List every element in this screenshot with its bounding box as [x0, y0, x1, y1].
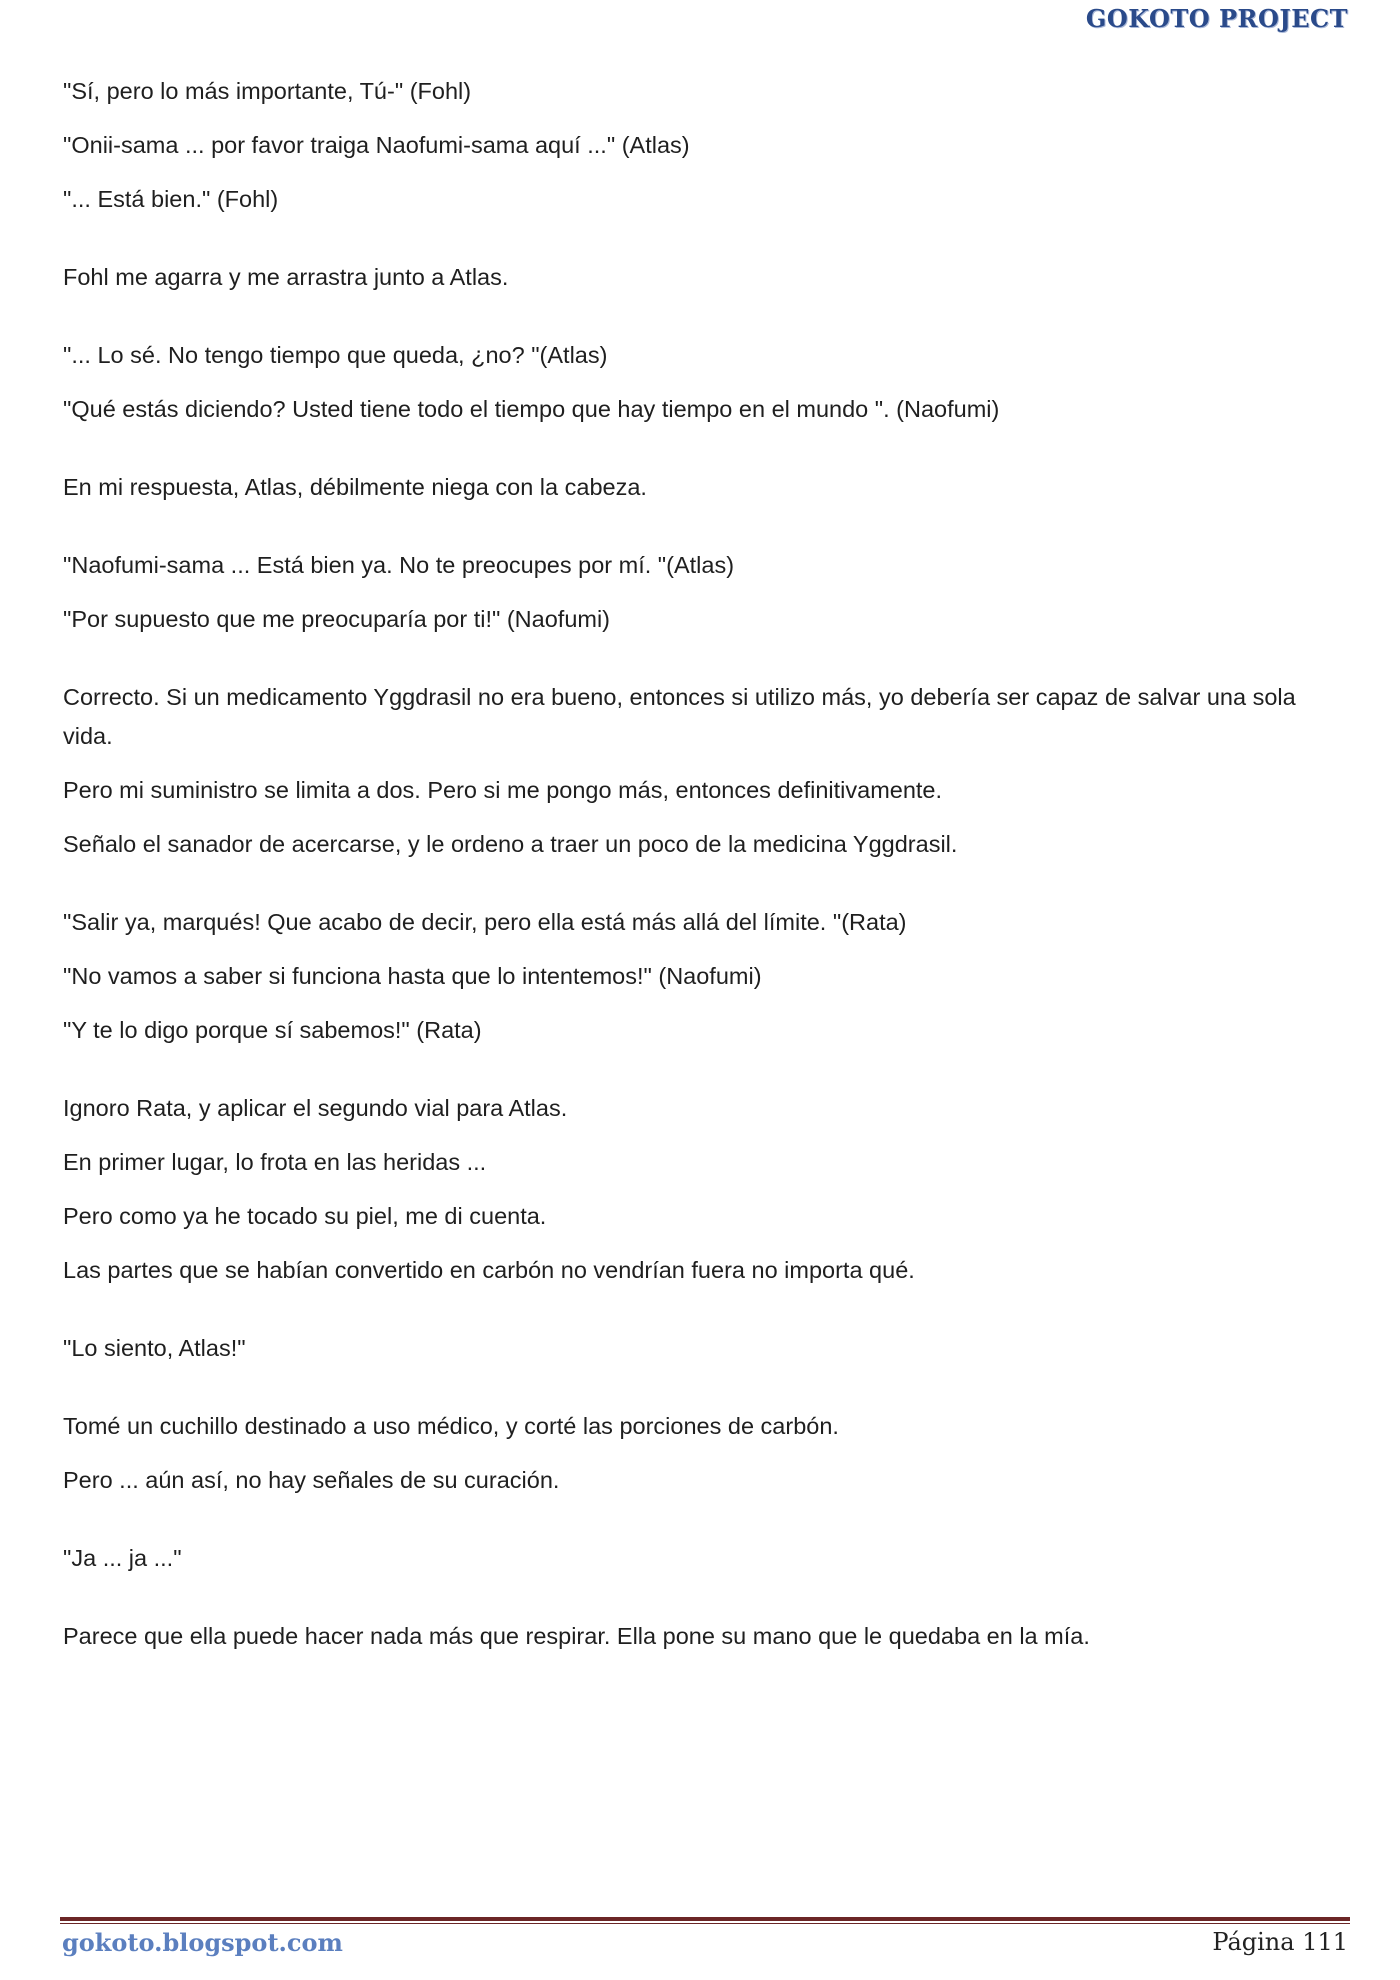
page-number: Página 111	[1212, 1928, 1348, 1956]
paragraph: Parece que ella puede hacer nada más que respirar. Ella pone su mano que le quedaba en la mía.	[63, 1623, 1090, 1649]
paragraph: Tomé un cuchillo destinado a uso médico, y corté las porciones de carbón.	[63, 1413, 839, 1439]
footer-divider	[60, 1917, 1350, 1924]
paragraph: "Salir ya, marqués! Que acabo de decir, pero ella está más allá del límite. "(Rata)	[63, 909, 907, 935]
paragraph: Pero como ya he tocado su piel, me di cuenta.	[63, 1203, 547, 1229]
paragraph: Señalo el sanador de acercarse, y le ordeno a traer un poco de la medicina Yggdrasil.	[63, 831, 958, 857]
paragraph: "Lo siento, Atlas!"	[63, 1335, 246, 1361]
paragraph: "Onii-sama ... por favor traiga Naofumi-sama aquí ..." (Atlas)	[63, 132, 690, 158]
paragraph: "Sí, pero lo más importante, Tú-" (Fohl)	[63, 78, 472, 104]
paragraph: Pero ... aún así, no hay señales de su curación.	[63, 1467, 560, 1493]
paragraph: "... Lo sé. No tengo tiempo que queda, ¿no? "(Atlas)	[63, 342, 608, 368]
paragraph: "... Está bien." (Fohl)	[63, 186, 279, 212]
paragraph: Ignoro Rata, y aplicar el segundo vial para Atlas.	[63, 1095, 568, 1121]
paragraph: Correcto. Si un medicamento Yggdrasil no era bueno, entonces si utilizo más, yo debería ser capaz de salvar una sola vida.	[63, 684, 1296, 749]
footer-divider-thick	[60, 1917, 1350, 1921]
paragraph: Pero mi suministro se limita a dos. Pero si me pongo más, entonces definitivamente.	[63, 777, 943, 803]
paragraph: "No vamos a saber si funciona hasta que lo intentemos!" (Naofumi)	[63, 963, 762, 989]
paragraph: En primer lugar, lo frota en las heridas ...	[63, 1149, 487, 1175]
footer-site-link[interactable]: gokoto.blogspot.com	[62, 1928, 343, 1957]
paragraph: "Y te lo digo porque sí sabemos!" (Rata)	[63, 1017, 482, 1043]
paragraph: Las partes que se habían convertido en carbón no vendrían fuera no importa qué.	[63, 1257, 915, 1283]
paragraph: En mi respuesta, Atlas, débilmente niega con la cabeza.	[63, 474, 647, 500]
paragraph: "Qué estás diciendo? Usted tiene todo el tiempo que hay tiempo en el mundo ". (Naofumi)	[63, 396, 1000, 422]
footer-divider-thin	[60, 1923, 1350, 1924]
paragraph: "Ja ... ja ..."	[63, 1545, 182, 1571]
paragraph: "Por supuesto que me preocuparía por ti!" (Naofumi)	[63, 606, 611, 632]
paragraph: Fohl me agarra y me arrastra junto a Atlas.	[63, 264, 509, 290]
document-body	[63, 72, 1333, 1671]
paragraph: "Naofumi-sama ... Está bien ya. No te preocupes por mí. "(Atlas)	[63, 552, 735, 578]
header-brand: GOKOTO PROJECT	[1085, 4, 1348, 33]
